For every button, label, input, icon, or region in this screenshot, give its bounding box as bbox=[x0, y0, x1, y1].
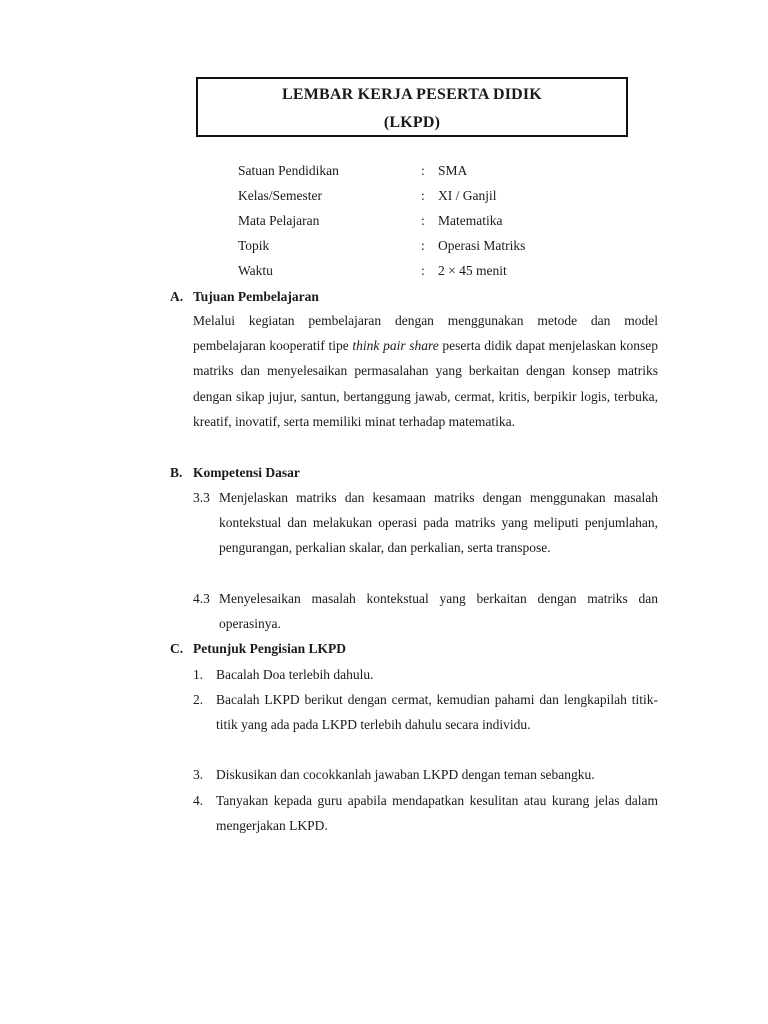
info-label: Mata Pelajaran bbox=[238, 213, 320, 228]
learning-objective-paragraph bbox=[193, 308, 658, 434]
objective-text-end: peserta didik dapat menjelaskan konsep matriks dan menyelesaikan permasalahan yang berkaitan dengan konsep matriks dengan sikap jujur, santun, bertanggung jawab, cermat, kritis, berpikir logis, terbuka, kreatif, inovatif, serta memiliki minat terhadap matematika. bbox=[193, 338, 658, 429]
info-label: Waktu bbox=[238, 263, 273, 278]
info-value: Matematika bbox=[438, 213, 503, 228]
competency-text: Menjelaskan matriks dan kesamaan matriks dengan menggunakan masalah kontekstual dan melakukan operasi pada matriks yang meliputi penjumlahan, pengurangan, perkalian skalar, dan perkalian, serta transpose. bbox=[219, 490, 658, 556]
instruction-text: Bacalah LKPD berikut dengan cermat, kemudian pahami dan lengkapilah titik-titik yang ada pada LKPD terlebih dahulu secara individu. bbox=[216, 692, 658, 733]
instruction-item bbox=[193, 687, 658, 737]
competency-number: 4.3 bbox=[193, 591, 210, 606]
instruction-number: 1. bbox=[193, 667, 204, 682]
instruction-number: 2. bbox=[193, 692, 204, 707]
info-label: Satuan Pendidikan bbox=[238, 163, 339, 178]
section-letter: C. bbox=[170, 641, 184, 656]
info-label: Kelas/Semester bbox=[238, 188, 322, 203]
instruction-text: Diskusikan dan cocokkanlah jawaban LKPD dengan teman sebangku. bbox=[216, 767, 595, 782]
info-value: XI / Ganjil bbox=[438, 188, 497, 203]
section-letter: A. bbox=[170, 289, 184, 304]
info-value: 2 × 45 menit bbox=[438, 263, 507, 278]
section-title: Petunjuk Pengisian LKPD bbox=[193, 641, 347, 656]
competency-item bbox=[193, 485, 658, 561]
instruction-text: Bacalah Doa terlebih dahulu. bbox=[216, 667, 374, 682]
instruction-text: Tanyakan kepada guru apabila mendapatkan kesulitan atau kurang jelas dalam mengerjakan LKPD. bbox=[216, 793, 658, 834]
info-label: Topik bbox=[238, 238, 270, 253]
competency-number: 3.3 bbox=[193, 490, 210, 505]
instruction-number: 3. bbox=[193, 767, 204, 782]
instruction-item bbox=[193, 662, 658, 687]
info-colon: : bbox=[421, 213, 425, 228]
section-title: Tujuan Pembelajaran bbox=[193, 289, 319, 304]
objective-text-start: Melalui kegiatan pembelajaran dengan menggunakan metode dan model pembelajaran kooperatif tipe bbox=[193, 313, 658, 354]
section-title: Kompetensi Dasar bbox=[193, 465, 300, 480]
instruction-number: 4. bbox=[193, 793, 204, 808]
document-subtitle: (LKPD) bbox=[383, 114, 441, 131]
info-colon: : bbox=[421, 263, 425, 278]
info-colon: : bbox=[421, 238, 425, 253]
instruction-item bbox=[193, 788, 658, 838]
info-value: SMA bbox=[438, 163, 468, 178]
info-colon: : bbox=[421, 188, 425, 203]
competency-item bbox=[193, 586, 658, 636]
section-letter: B. bbox=[170, 465, 183, 480]
objective-method-italic: think pair share bbox=[352, 338, 439, 354]
info-value: Operasi Matriks bbox=[438, 238, 526, 253]
document-title: LEMBAR KERJA PESERTA DIDIK bbox=[282, 86, 542, 103]
instruction-item bbox=[193, 762, 658, 787]
info-colon: : bbox=[421, 163, 425, 178]
title-box bbox=[196, 77, 628, 137]
competency-text: Menyelesaikan masalah kontekstual yang berkaitan dengan matriks dan operasinya. bbox=[219, 591, 658, 632]
